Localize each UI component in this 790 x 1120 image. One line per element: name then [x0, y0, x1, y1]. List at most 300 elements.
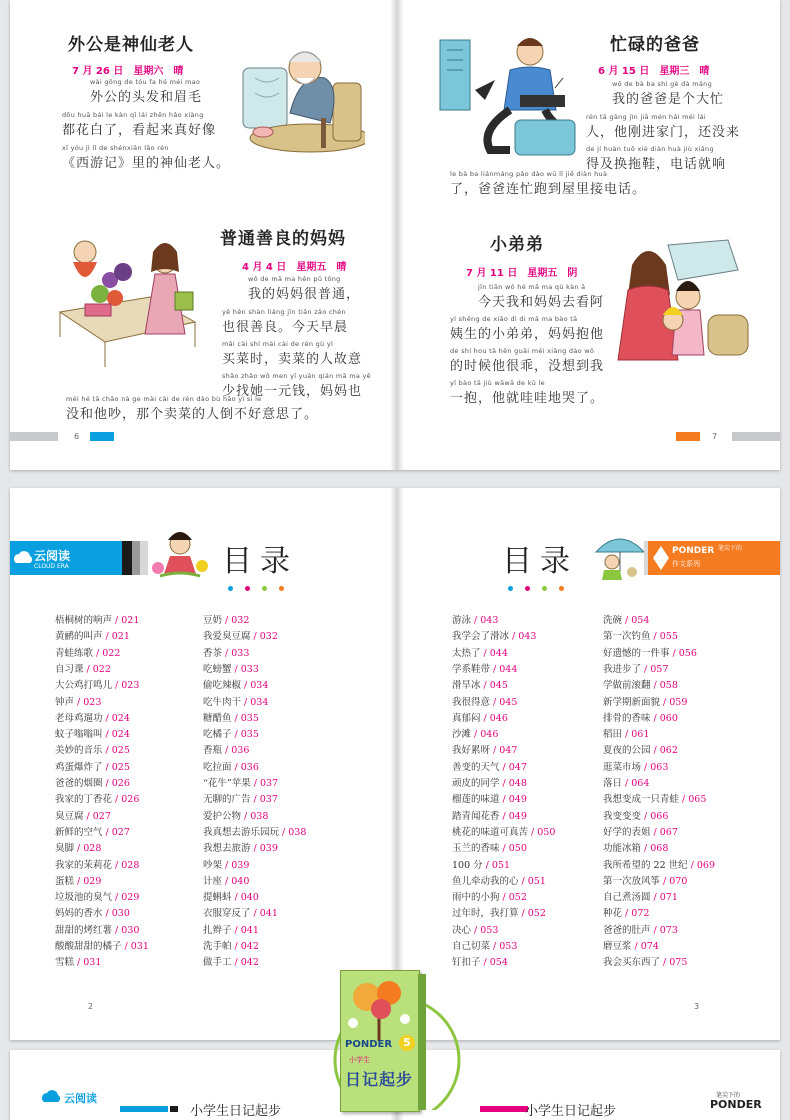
- toc-entry-page: / 027: [102, 826, 130, 838]
- toc-entry: [603, 759, 668, 773]
- toc-heading: 目录: [222, 544, 298, 579]
- toc-entry: [452, 889, 527, 903]
- toc-entry-title: 鸡蛋爆炸了: [55, 761, 103, 773]
- toc-entry-title: 糖醋鱼: [203, 712, 232, 724]
- toc-entry-page: / 037: [250, 794, 278, 806]
- header-strip: [140, 541, 148, 575]
- toc-entry-page: / 038: [279, 826, 307, 838]
- toc-entry-page: / 031: [121, 941, 149, 952]
- toc-entry-title: 稻田: [603, 729, 623, 741]
- toc-entry-page: / 042: [231, 941, 259, 952]
- toc-entry: [203, 710, 259, 724]
- toc-entry-title: 青蛙练歌: [55, 647, 94, 659]
- toc-entry-title: 自己煮汤圆: [603, 892, 651, 904]
- toc-entry-title: 提蝌蚪: [203, 892, 232, 904]
- toc-entry: [452, 840, 527, 854]
- toc-entry-page: / 026: [102, 778, 130, 789]
- book-title-left: 小学生日记起步: [190, 1104, 282, 1119]
- toc-entry-title: 臭脚: [55, 843, 75, 855]
- toc-entry-title: 吃螃蟹: [203, 663, 232, 675]
- toc-entry-title: 雪糕: [55, 957, 75, 969]
- toc-entry-page: / 043: [509, 631, 537, 643]
- toc-entry-title: 种花: [603, 908, 623, 920]
- toc-entry: [452, 938, 517, 952]
- text-line: yí shēng de xiǎo dì di mā ma bào tā 姨生的小弟弟，妈妈抱他: [450, 315, 605, 342]
- toc-entry-title: 学做前滚翻: [603, 680, 651, 692]
- toc-entry-title: 100 分: [452, 859, 483, 871]
- toc-entry: [603, 775, 649, 789]
- toc-entry: [603, 824, 678, 838]
- toc-entry-page: / 046: [471, 729, 499, 741]
- toc-entry-page: / 074: [631, 941, 659, 952]
- toc-entry-page: / 047: [499, 761, 527, 773]
- toc-entry-page: / 026: [112, 794, 140, 806]
- text-line: wǒ de bà ba shì gè dà máng 我的爸爸是个大忙: [612, 80, 725, 107]
- toc-entry-page: / 028: [112, 859, 140, 871]
- toc-entry-page: / 053: [490, 941, 518, 952]
- header-strip: [170, 1106, 178, 1112]
- tree-illustration: [341, 973, 419, 1043]
- toc-entry: [55, 824, 130, 838]
- toc-entry-page: / 024: [102, 729, 130, 741]
- toc-entry: [55, 742, 130, 756]
- cloud-icon: [12, 547, 34, 569]
- book-spine: [418, 974, 426, 1110]
- toc-entry-title: 我真想去游乐园玩: [203, 826, 280, 838]
- toc-entry: [203, 873, 249, 887]
- toc-entry: [203, 889, 259, 903]
- toc-spread: [10, 488, 780, 1040]
- story-title-grandpa: 外公是神仙老人: [68, 35, 194, 55]
- toc-entry-title: 夏夜的公园: [603, 745, 651, 757]
- toc-entry-page: / 053: [471, 924, 499, 936]
- toc-entry-page: / 071: [650, 892, 678, 904]
- toc-entry: [452, 694, 517, 708]
- toc-entry: [452, 873, 546, 887]
- toc-entry-page: / 023: [112, 680, 140, 692]
- toc-entry: [452, 645, 508, 659]
- toc-entry-title: 榴莲的味道: [452, 794, 500, 806]
- toc-entry-title: 自习课: [55, 663, 84, 675]
- toc-entry: [55, 726, 130, 740]
- toc-entry-page: / 032: [222, 615, 250, 626]
- heading-dots: [508, 576, 576, 581]
- text-line: yī bào tā jiù wāwā de kū le 一抱，他就哇哇地哭了。: [450, 379, 605, 406]
- toc-entry-title: 落日: [603, 778, 623, 789]
- toc-entry-page: / 057: [641, 663, 669, 675]
- toc-entry-page: / 075: [660, 957, 688, 969]
- toc-entry-title: 滑旱冰: [452, 680, 481, 692]
- toc-entry-page: / 025: [102, 761, 130, 773]
- book-cover-badge: [332, 960, 462, 1110]
- toc-entry-title: 甜甜的烤红薯: [55, 924, 113, 936]
- toc-entry: [203, 694, 268, 708]
- grandpa-illustration: [235, 38, 365, 158]
- toc-entry-page: / 044: [480, 647, 508, 659]
- toc-entry-title: 钉扣子: [452, 957, 481, 969]
- toc-entry: [603, 742, 678, 756]
- toc-entry: [55, 694, 101, 708]
- toc-entry: [203, 759, 259, 773]
- toc-entry-page: / 033: [231, 663, 259, 675]
- toc-entry-page: / 021: [102, 631, 130, 643]
- umbrella-illustration: [590, 528, 650, 583]
- toc-entry-title: 太热了: [452, 647, 481, 659]
- toc-entry: [603, 791, 706, 805]
- toc-entry-page: / 023: [74, 696, 102, 708]
- text-line: shǎo zhǎo wǒ men yī yuán qián mā ma yě 少找她一元钱，妈妈也: [222, 372, 371, 399]
- page-number: 2: [88, 1002, 94, 1011]
- toc-entry-title: 善变的天气: [452, 761, 500, 773]
- toc-entry-page: / 058: [650, 680, 678, 692]
- toc-entry: [55, 938, 149, 952]
- toc-entry: [603, 694, 687, 708]
- toc-entry-title: 香茶: [203, 647, 223, 659]
- toc-entry: [203, 775, 278, 789]
- toc-entry-page: / 045: [480, 680, 508, 692]
- toc-entry-title: 吃牛肉干: [203, 696, 242, 708]
- toc-entry-title: 酸酸甜甜的橘子: [55, 941, 122, 952]
- toc-entry-page: / 073: [650, 924, 678, 936]
- toc-entry-page: / 034: [241, 680, 269, 692]
- toc-entry-title: 妈妈的香水: [55, 908, 103, 920]
- toc-entry-title: 自己切菜: [452, 941, 491, 952]
- toc-entry-title: 香瓶: [203, 745, 223, 757]
- toc-entry-page: / 066: [641, 810, 669, 822]
- story-date-brother: 7 月 11 日 星期五 阴: [466, 268, 578, 279]
- toc-entry-title: 衣服穿反了: [203, 908, 251, 920]
- toc-entry-page: / 045: [490, 696, 518, 708]
- book-grade: 小学生: [349, 1056, 370, 1064]
- toc-entry: [603, 628, 678, 642]
- toc-entry-page: / 030: [112, 924, 140, 936]
- toc-entry: [203, 726, 259, 740]
- toc-entry: [452, 726, 498, 740]
- toc-entry: [203, 677, 268, 691]
- toc-entry: [55, 661, 111, 675]
- story-spread: [10, 0, 780, 470]
- toc-entry-title: 洗碗: [603, 615, 623, 626]
- header-strip: [122, 541, 132, 575]
- toc-entry: [452, 661, 517, 675]
- text-line: wài gōng de tóu fa hé méi mao 外公的头发和眉毛: [90, 78, 203, 105]
- cloud-icon: [40, 1088, 62, 1106]
- text-line: de shí hou tā hěn guāi méi xiǎng dào wǒ 的时候他很乖，没想到我: [450, 347, 605, 374]
- toc-entry: [203, 612, 249, 626]
- toc-entry-title: 我很得意: [452, 696, 491, 708]
- toc-entry: [452, 710, 508, 724]
- toc-entry-page: / 027: [83, 810, 111, 822]
- toc-entry-page: / 064: [622, 778, 650, 789]
- toc-entry-title: 我家的茉莉花: [55, 859, 113, 871]
- toc-entry-title: 我所希望的 22 世纪: [603, 859, 688, 871]
- toc-entry-page: / 036: [222, 745, 250, 757]
- toc-entry: [452, 905, 546, 919]
- book-brand: PONDER: [345, 1039, 393, 1050]
- toc-entry-title: 逛菜市场: [603, 761, 642, 773]
- toc-entry: [452, 677, 508, 691]
- toc-entry-page: / 035: [231, 729, 259, 741]
- toc-entry-page: / 062: [650, 745, 678, 757]
- text-line: xī yóu jì lǐ de shénxiān lǎo rén 《西游记》里的神仙老人。: [62, 144, 231, 171]
- book-title: 日记起步: [345, 1070, 414, 1089]
- header-strip: [480, 1106, 528, 1112]
- toc-entry-page: / 059: [660, 696, 688, 708]
- toc-entry-title: 爱护公物: [203, 810, 242, 822]
- toc-entry: [603, 612, 649, 626]
- toc-entry-page: / 055: [650, 631, 678, 643]
- toc-entry-page: / 037: [250, 778, 279, 789]
- toc-entry-page: / 022: [93, 647, 121, 659]
- toc-entry-title: 蚊子嗡嗡叫: [55, 729, 103, 741]
- text-line: le bà ba liánmáng pǎo dào wū lǐ jiē diàn huà 了，爸爸连忙跑到屋里接电话。: [450, 170, 647, 197]
- toc-entry-title: 过年时，我打算: [452, 908, 519, 920]
- toc-entry-title: 计座: [203, 875, 223, 887]
- toc-entry-page: / 061: [622, 729, 650, 741]
- toc-entry-page: / 049: [499, 794, 527, 806]
- toc-entry-page: / 072: [622, 908, 650, 920]
- toc-entry: [203, 905, 278, 919]
- toc-entry: [203, 922, 259, 936]
- pen-nib-icon: [651, 544, 671, 572]
- toc-entry-title: 游泳: [452, 615, 472, 626]
- toc-entry-title: “花牛”苹果: [203, 778, 251, 789]
- family-illustration: [608, 235, 758, 385]
- market-illustration: [55, 232, 205, 372]
- toc-entry-page: / 035: [231, 712, 259, 724]
- toc-entry-title: 第一次钓鱼: [603, 631, 651, 643]
- story-date-grandpa: 7 月 26 日 星期六 晴: [72, 66, 184, 77]
- toc-entry-title: 新鲜的空气: [55, 826, 103, 838]
- toc-entry-page: / 039: [222, 859, 250, 871]
- story-title-brother: 小弟弟: [490, 235, 544, 255]
- toc-entry: [452, 775, 527, 789]
- toc-entry-title: 学系鞋带: [452, 663, 491, 675]
- toc-entry: [55, 905, 130, 919]
- toc-entry-page: / 033: [222, 647, 250, 659]
- text-line: dōu huā bái le kàn qǐ lái zhēn hǎo xiàng 都花白了，看起来真好像: [62, 111, 217, 138]
- toc-entry-title: 美妙的音乐: [55, 745, 103, 757]
- toc-entry-title: 功能冰箱: [603, 843, 642, 855]
- toc-entry-page: / 050: [528, 826, 556, 838]
- text-line: wǒ de mā ma hěn pǔ tōng 我的妈妈很普通，: [248, 275, 361, 302]
- toc-entry: [452, 808, 527, 822]
- toc-entry-page: / 063: [641, 761, 669, 773]
- toc-entry: [203, 857, 249, 871]
- toc-entry-page: / 070: [660, 875, 688, 887]
- toc-entry-page: / 041: [250, 908, 278, 920]
- toc-entry-title: 我想去旅游: [203, 843, 251, 855]
- toc-entry-page: / 049: [499, 810, 527, 822]
- toc-entry-title: 大公鸡打鸣儿: [55, 680, 113, 692]
- toc-entry: [603, 905, 649, 919]
- toc-entry-page: / 029: [74, 875, 102, 887]
- toc-entry-page: / 052: [518, 908, 546, 920]
- toc-entry-page: / 051: [518, 875, 546, 887]
- header-strip: [120, 1106, 168, 1112]
- toc-entry-title: 臭豆腐: [55, 810, 84, 822]
- toc-entry-title: 无聊的广告: [203, 794, 251, 806]
- book-gutter: [390, 0, 404, 470]
- toc-entry-page: / 039: [250, 843, 278, 855]
- toc-entry-title: 吵架: [203, 859, 223, 871]
- toc-entry-title: 我好累呀: [452, 745, 491, 757]
- toc-entry: [452, 628, 536, 642]
- toc-entry-title: 玉兰的香味: [452, 843, 500, 855]
- toc-entry: [603, 661, 668, 675]
- toc-entry: [603, 922, 678, 936]
- toc-entry: [55, 954, 101, 968]
- toc-entry-page: / 060: [650, 712, 678, 724]
- toc-entry: [603, 726, 649, 740]
- story-date-mother: 4 月 4 日 星期五 晴: [242, 262, 347, 273]
- toc-entry: [203, 808, 268, 822]
- header-strip: [132, 541, 140, 575]
- toc-entry: [603, 873, 687, 887]
- story-title-father: 忙碌的爸爸: [610, 35, 700, 55]
- toc-entry-page: / 051: [482, 859, 511, 871]
- toc-entry-title: 我家的丁香花: [55, 794, 113, 806]
- toc-entry: [452, 922, 498, 936]
- toc-entry: [452, 742, 517, 756]
- ponder-logo: PONDER: [710, 1098, 762, 1111]
- ponder-logo: PONDER 作文系列 笔尖下的: [648, 541, 780, 575]
- toc-entry: [55, 677, 139, 691]
- toc-entry: [55, 857, 139, 871]
- toc-entry: [452, 857, 510, 871]
- toc-entry: [55, 645, 120, 659]
- toc-entry-title: 磨豆浆: [603, 941, 632, 952]
- toc-entry-title: 顽皮的同学: [452, 778, 500, 789]
- girl-flowers-illustration: [150, 528, 210, 583]
- toc-entry: [603, 938, 659, 952]
- toc-entry: [55, 710, 130, 724]
- toc-entry-title: 鱼儿牵动我的心: [452, 875, 519, 887]
- toc-entry: [603, 645, 697, 659]
- toc-entry-page: / 054: [480, 957, 508, 969]
- toc-entry-title: 第一次放风筝: [603, 875, 661, 887]
- toc-entry-title: 豆奶: [203, 615, 223, 626]
- toc-entry-title: 做手工: [203, 957, 232, 969]
- heading-dots: [228, 576, 296, 581]
- toc-entry-title: 蛋糕: [55, 875, 75, 887]
- toc-heading: 目录: [502, 544, 578, 579]
- toc-entry: [55, 628, 130, 642]
- toc-entry-page: / 068: [641, 843, 669, 855]
- text-line: mǎi cài shí mài cài de rén gù yì 买菜时，卖菜的人故意: [222, 340, 363, 367]
- toc-entry-title: 好学的表姐: [603, 826, 651, 838]
- toc-entry-page: / 040: [222, 875, 250, 887]
- toc-entry-title: 吃拉面: [203, 761, 232, 773]
- toc-entry: [603, 889, 678, 903]
- toc-entry-title: 吃橘子: [203, 729, 232, 741]
- toc-entry: [55, 791, 139, 805]
- toc-entry-page: / 046: [480, 712, 508, 724]
- toc-entry-title: 桃花的味道可真苦: [452, 826, 529, 838]
- cloud-era-logo: 云阅读: [64, 1092, 97, 1105]
- toc-entry: [203, 742, 249, 756]
- toc-entry-title: 洗手帕: [203, 941, 232, 952]
- toc-entry: [203, 824, 306, 838]
- toc-entry: [452, 759, 527, 773]
- toc-entry-page: / 047: [490, 745, 518, 757]
- toc-entry: [603, 677, 678, 691]
- toc-entry-page: / 030: [102, 908, 130, 920]
- toc-entry-page: / 041: [231, 924, 259, 936]
- toc-entry: [203, 628, 278, 642]
- toc-entry-title: 新学期新面貌: [603, 696, 661, 708]
- toc-entry-title: 我会买东西了: [603, 957, 661, 969]
- story-title-mother: 普通善良的妈妈: [220, 229, 346, 249]
- toc-entry-title: 爸爸的肚声: [603, 924, 651, 936]
- toc-entry-title: 我进步了: [603, 663, 642, 675]
- toc-entry-page: / 044: [490, 663, 518, 675]
- toc-entry-title: 踏青闻花香: [452, 810, 500, 822]
- toc-entry-page: / 042: [231, 957, 259, 969]
- book-gutter: [390, 488, 404, 1040]
- page-bar: [732, 432, 780, 441]
- toc-entry-page: / 021: [112, 615, 140, 626]
- page-number: 6: [74, 432, 80, 441]
- toc-entry-page: / 056: [669, 647, 697, 659]
- toc-entry-page: / 028: [74, 843, 102, 855]
- toc-entry: [203, 791, 278, 805]
- toc-entry: [55, 840, 101, 854]
- toc-entry-title: 黄鹂的叫声: [55, 631, 103, 643]
- toc-entry-title: 排骨的香味: [603, 712, 651, 724]
- toc-entry-page: / 065: [679, 794, 707, 806]
- toc-entry-title: 沙滩: [452, 729, 472, 741]
- toc-entry: [603, 857, 715, 871]
- toc-entry-title: 我想变成一只青蛙: [603, 794, 680, 806]
- page-bar-accent: [90, 432, 114, 441]
- toc-entry-page: / 022: [83, 663, 111, 675]
- toc-entry: [603, 808, 668, 822]
- toc-entry-title: 我学会了滑冰: [452, 631, 510, 643]
- toc-entry: [203, 954, 259, 968]
- page-number: 3: [694, 1002, 700, 1011]
- toc-entry: [203, 840, 278, 854]
- toc-entry-page: / 032: [250, 631, 278, 643]
- page-bar-accent: [676, 432, 700, 441]
- text-line: jīn tiān wǒ hé mā ma qù kàn ā 今天我和妈妈去看阿: [478, 283, 605, 310]
- text-line: méi hé tā chǎo nà ge mài cài de rén dào bù hǎo yì si le 没和他吵，那个卖菜的人倒不好意思了。: [66, 395, 319, 422]
- toc-entry-title: 垃圾池的臭气: [55, 892, 113, 904]
- toc-entry-title: 梧桐树的响声: [55, 615, 113, 626]
- toc-entry: [452, 791, 527, 805]
- toc-entry: [55, 922, 139, 936]
- page-bar: [10, 432, 58, 441]
- toc-entry-page: / 025: [102, 745, 130, 757]
- toc-entry-page: / 036: [231, 761, 259, 773]
- toc-entry-title: 决心: [452, 924, 472, 936]
- toc-entry-title: 好遗憾的一件事: [603, 647, 670, 659]
- toc-entry-page: / 052: [499, 892, 527, 904]
- toc-entry-page: / 024: [102, 712, 130, 724]
- toc-entry: [55, 873, 101, 887]
- toc-entry: [452, 612, 498, 626]
- story-date-father: 6 月 15 日 星期三 晴: [598, 66, 710, 77]
- text-line: yě hěn shàn liáng jīn tiān zǎo chén 也很善良。今天早晨: [222, 308, 349, 335]
- text-line: de jí huàn tuō xié diàn huà jiù xiǎng 得及换拖鞋，电话就响: [586, 145, 727, 172]
- text-line: rén tā gāng jìn jiā mén hái méi lái 人，他刚进家门，还没来: [586, 113, 741, 140]
- toc-entry-title: 爸爸的烟圈: [55, 778, 103, 789]
- toc-entry: [203, 661, 259, 675]
- toc-entry: [452, 824, 555, 838]
- toc-entry-title: 我变变变: [603, 810, 642, 822]
- toc-entry-page: / 067: [650, 826, 678, 838]
- toc-entry: [603, 954, 687, 968]
